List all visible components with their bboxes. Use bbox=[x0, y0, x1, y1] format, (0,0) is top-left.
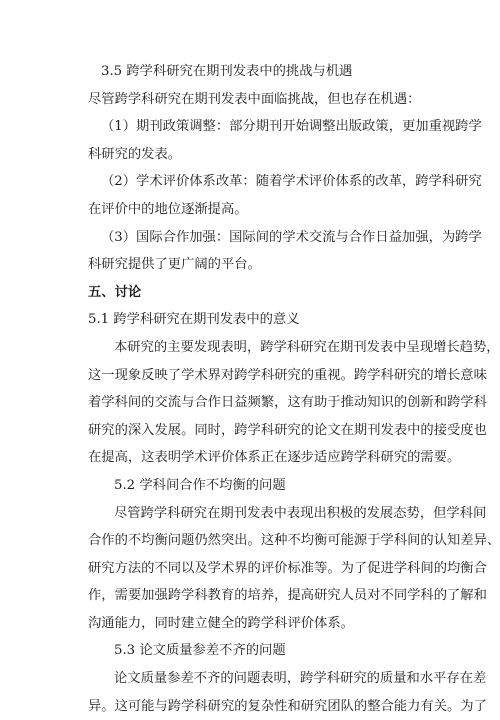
paragraph-line: 在提高，这表明学术评价体系正在逐步适应跨学科研究的需要。 bbox=[88, 450, 461, 466]
list-item-3-line-1: （3）国际合作加强：国际间的学术交流与合作日益加强，为跨学 bbox=[101, 229, 482, 245]
paragraph-line: 研究方法的不同以及学术界的评价标准等。为了促进学科间的均衡合 bbox=[88, 560, 487, 576]
paragraph-line: 异。这可能与跨学科研究的复杂性和研究团队的整合能力有关。为了 bbox=[88, 698, 487, 714]
section-3-5-intro: 尽管跨学科研究在期刊发表中面临挑战，但也存在机遇： bbox=[88, 91, 421, 107]
paragraph-line: 这一现象反映了学术界对跨学科研究的重视。跨学科研究的增长意味 bbox=[88, 367, 487, 383]
section-5-2-heading: 5.2 学科间合作不均衡的问题 bbox=[114, 477, 286, 493]
section-5-heading: 五、讨论 bbox=[88, 284, 142, 300]
section-5-1-heading: 5.1 跨学科研究在期刊发表中的意义 bbox=[88, 312, 300, 328]
section-5-3-heading: 5.3 论文质量参差不齐的问题 bbox=[114, 643, 286, 659]
list-item-1-line-2: 科研究的发表。 bbox=[88, 146, 182, 162]
paragraph-line: 研究的深入发展。同时，跨学科研究的论文在期刊发表中的接受度也 bbox=[88, 422, 487, 438]
list-item-3-line-2: 科研究提供了更广阔的平台。 bbox=[88, 257, 261, 273]
paragraph-line: 合作的不均衡问题仍然突出。这种不均衡可能源于学科间的认知差异、 bbox=[88, 533, 500, 549]
paragraph-line: 论文质量参差不齐的问题表明，跨学科研究的质量和水平存在差 bbox=[114, 671, 487, 687]
list-item-2-line-2: 在评价中的地位逐渐提高。 bbox=[88, 201, 248, 217]
paragraph-line: 作，需要加强跨学科教育的培养，提高研究人员对不同学科的了解和 bbox=[88, 588, 487, 604]
paragraph-line: 本研究的主要发现表明，跨学科研究在期刊发表中呈现增长趋势， bbox=[114, 339, 500, 355]
paragraph-line: 尽管跨学科研究在期刊发表中表现出积极的发展态势，但学科间 bbox=[114, 505, 487, 521]
list-item-2-line-1: （2）学术评价体系改革：随着学术评价体系的改革，跨学科研究 bbox=[101, 174, 482, 190]
section-3-5-heading: 3.5 跨学科研究在期刊发表中的挑战与机遇 bbox=[101, 64, 353, 79]
list-item-1-line-1: （1）期刊政策调整：部分期刊开始调整出版政策，更加重视跨学 bbox=[101, 119, 482, 135]
paragraph-line: 沟通能力，同时建立健全的跨学科评价体系。 bbox=[88, 615, 354, 631]
paragraph-line: 着学科间的交流与合作日益频繁，这有助于推动知识的创新和跨学科 bbox=[88, 395, 487, 411]
